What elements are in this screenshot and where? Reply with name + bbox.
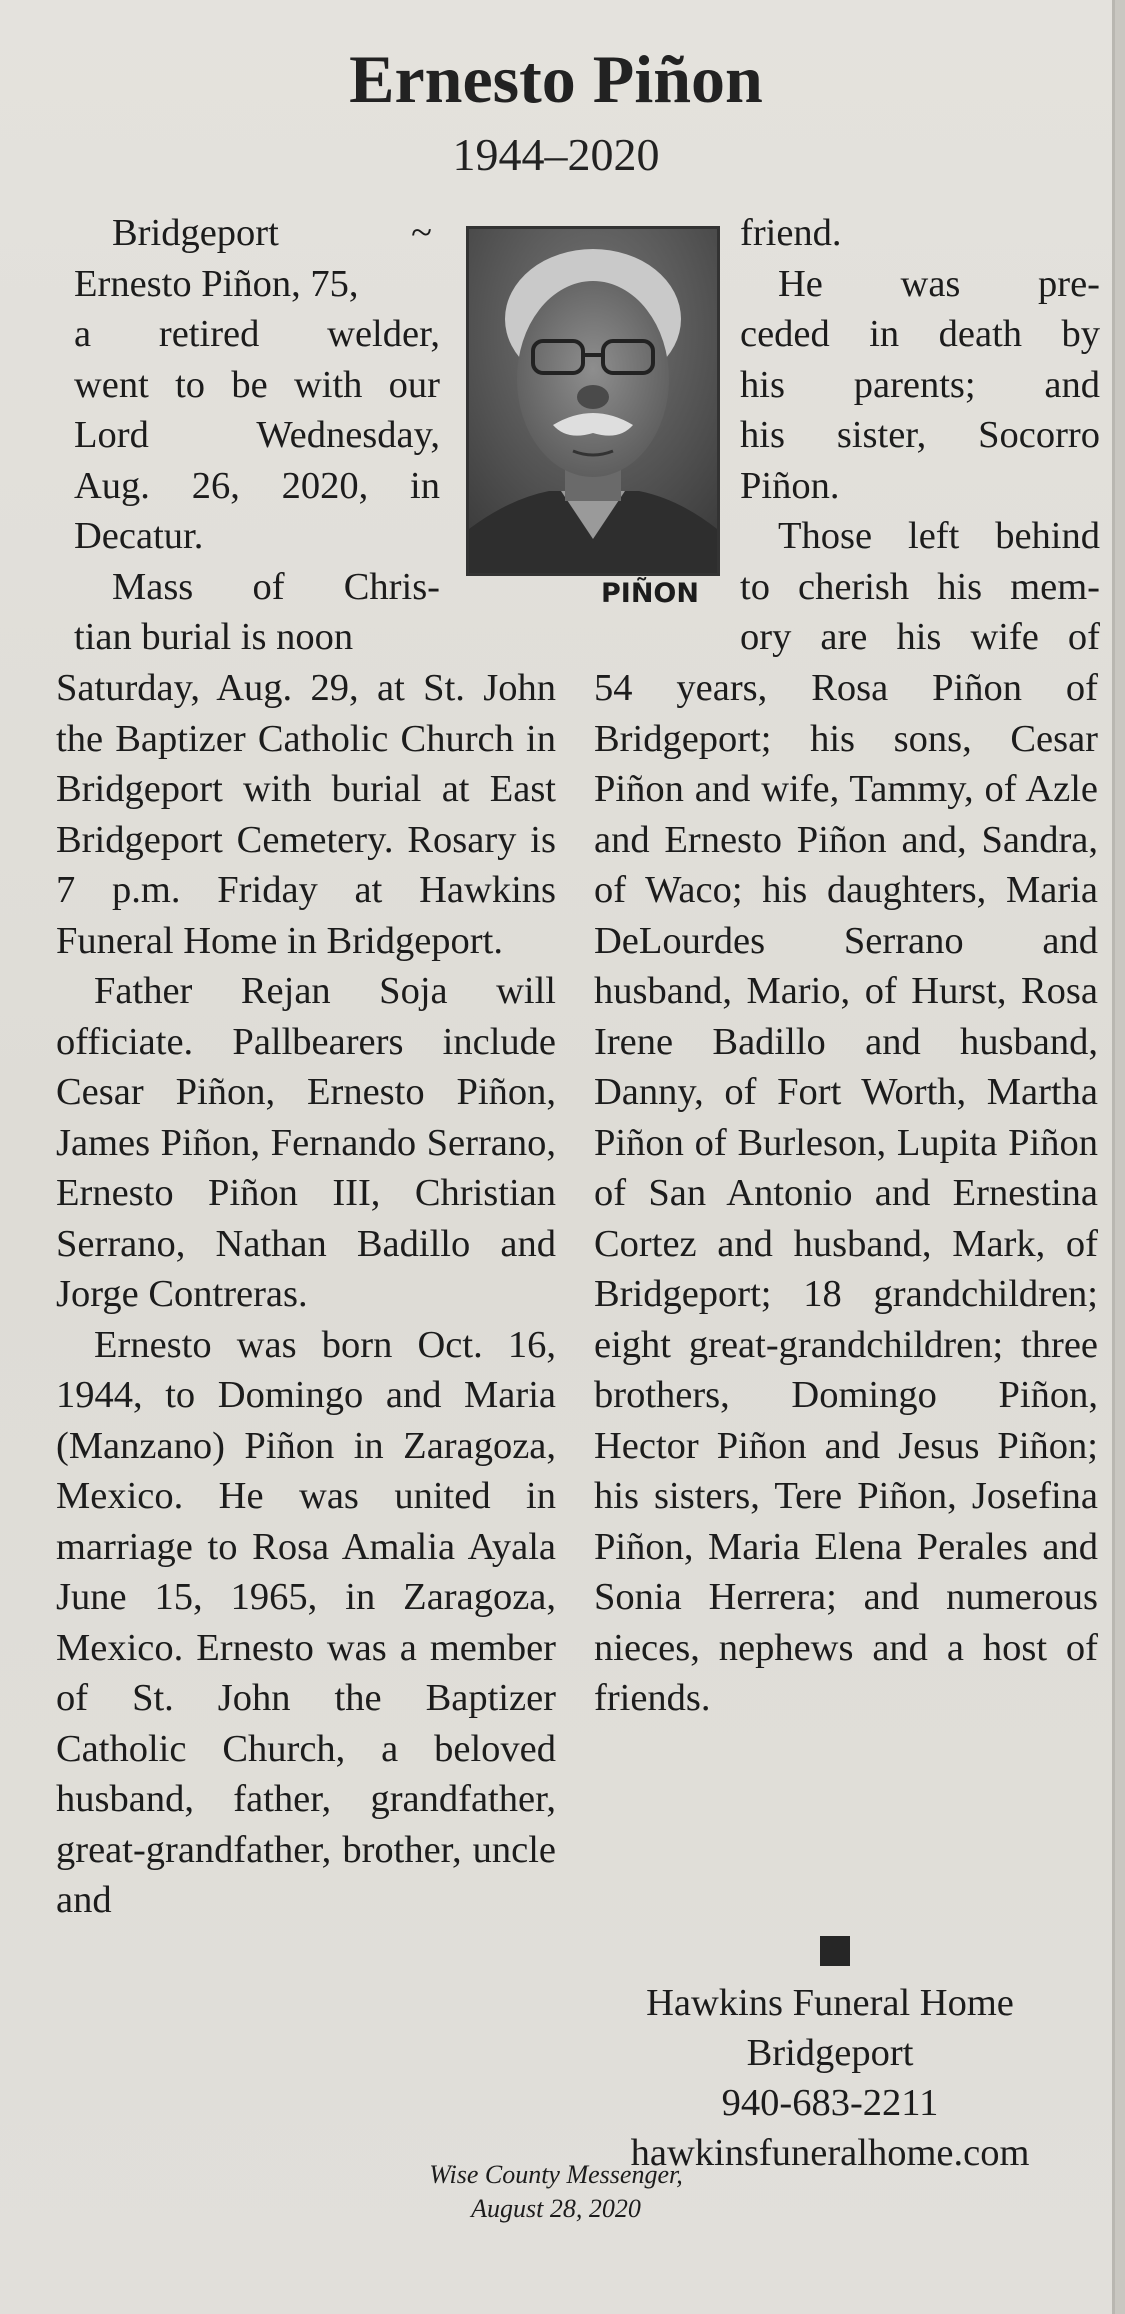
intro-line-5: Lord Wednesday, — [74, 414, 440, 456]
survivors-paragraph: 54 years, Rosa Piñon of Bridgeport; his sons, Cesar Piñon and wife, Tammy, of Azle and Ernesto Piñon and, Sandra, of Waco; his daughters, Maria DeLourdes Serrano and husband, Mario, of Hurst, Rosa Irene Badillo and husband, Danny, of Fort Worth, Martha Piñon of Burleson, Lupita Piñon of San Antonio and Ernestina Cortez and husband, Mark, of Bridgeport; 18 grandchildren; eight great-grandchildren; three brothers, Domingo Piñon, Hector Piñon and Jesus Piñon; his sisters, Tere Piñon, Josefina Piñon, Maria Elena Perales and Sonia Herrera; and numerous nieces, nephews and a host of friends. — [594, 667, 1098, 1719]
left-column-top — [74, 208, 440, 663]
publication-name: Wise County Messenger, — [429, 2160, 683, 2189]
right-line-3: ceded in death by — [740, 313, 1100, 355]
photo-caption: PIÑON — [601, 578, 699, 609]
publication-date: August 28, 2020 — [471, 2194, 641, 2223]
funeral-home-name: Hawkins Funeral Home — [646, 1982, 1014, 2024]
obituary-title: Ernesto Piñon — [349, 41, 763, 117]
right-line-4: his parents; and — [740, 363, 1100, 406]
right-line-5: his sister, Socorro — [740, 414, 1100, 456]
intro-line-2: Ernesto Piñon, 75, — [74, 262, 359, 305]
right-line-6: Piñon. — [740, 464, 840, 507]
obituary-years: 1944–2020 — [452, 129, 660, 180]
funeral-home-website: hawkinsfuneralhome.com — [630, 2132, 1030, 2174]
right-line-1: friend. — [740, 212, 842, 254]
intro-line-7: Decatur. — [74, 515, 204, 557]
tilde-separator: ~ — [411, 212, 432, 254]
right-line-8: to cherish his mem- — [740, 565, 1100, 608]
intro-line-1: Bridgeport — [112, 212, 279, 254]
intro-line-6: Aug. 26, 2020, in — [74, 464, 440, 507]
portrait-photo — [466, 226, 720, 576]
right-column-main — [594, 663, 1098, 1724]
funeral-home-city: Bridgeport — [746, 2032, 914, 2074]
right-line-9: ory are his wife of — [740, 616, 1100, 658]
intro-line-4: went to be with our — [74, 363, 440, 406]
right-line-2: He was pre- — [778, 262, 1100, 305]
right-line-7: Those left behind — [778, 515, 1100, 557]
intro-line-3: a retired welder, — [74, 313, 440, 355]
publication-source — [0, 2158, 1112, 2226]
mass-line-1: Mass of Chris- — [112, 565, 440, 608]
portrait-photo-drawing — [469, 229, 717, 573]
right-column-top — [740, 208, 1100, 663]
biography-paragraph: Ernesto was born Oct. 16, 1944, to Domingo and Maria (Manzano) Piñon in Zaragoza, Mexico. He was united in marriage to Rosa Amalia Ayala June 15, 1965, in Zaragoza, Mexico. Ernesto was a member of St. John the Baptizer Catholic Church, a beloved husband, father, grandfather, great-grandfather, brother, uncle and — [56, 1323, 556, 1921]
mass-paragraph: Saturday, Aug. 29, at St. John the Baptizer Catholic Church in Bridgeport with burial at East Bridgeport Cemetery. Rosary is 7 p.m. Friday at Hawkins Funeral Home in Bridgeport. — [56, 667, 556, 962]
section-divider-square — [820, 1936, 850, 1966]
left-column-main — [56, 663, 556, 1926]
funeral-home-phone: 940-683-2211 — [721, 2082, 939, 2124]
officiant-paragraph: Father Rejan Soja will officiate. Pallbearers include Cesar Piñon, Ernesto Piñon, James Piñon, Fernando Serrano, Ernesto Piñon III, Christian Serrano, Nathan Badillo and Jorge Contreras. — [56, 970, 556, 1315]
mass-line-2: tian burial is noon — [74, 616, 354, 658]
